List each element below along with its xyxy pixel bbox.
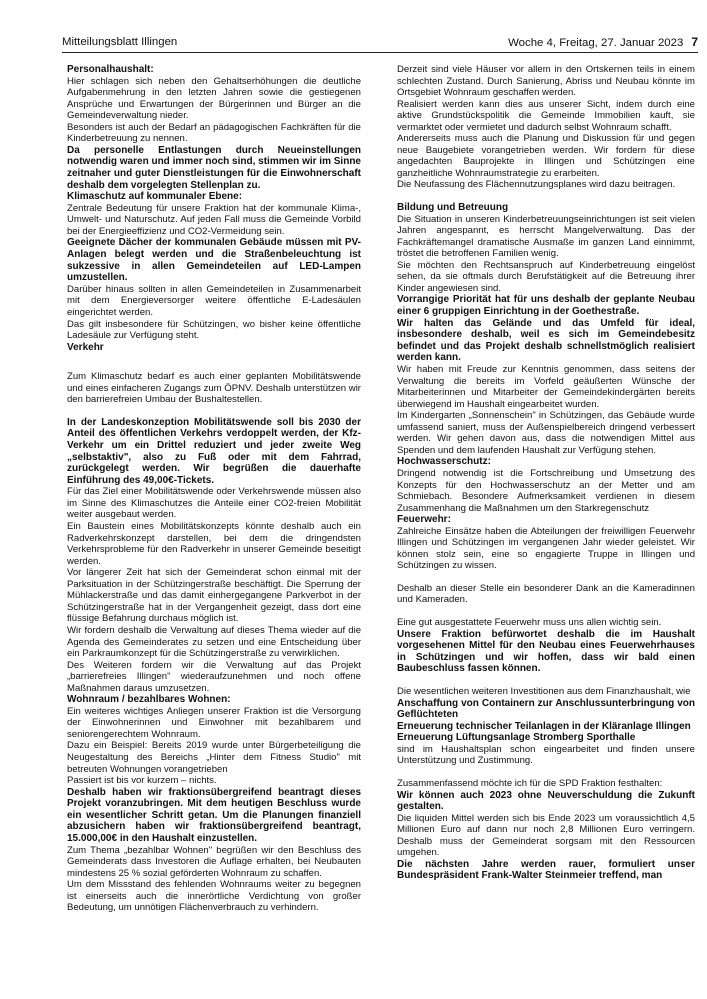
bold-paragraph: Geeignete Dächer der kommunalen Gebäude müssen mit PV-Anlagen belegt werden und die Straßenbeleuchtung ist sukzessive in allen Gemeindeteilen auf LED-Lampen umzustellen. (67, 237, 361, 284)
bold-paragraph: Vorrangige Priorität hat für uns deshalb der geplante Neubau einer 6 gruppigen Einrichtung in der Goethestraße. (397, 294, 695, 318)
publication-name: Mitteilungsblatt Illingen (62, 36, 178, 48)
heading-personalhaushalt: Personalhaushalt: (67, 64, 154, 75)
heading-wohnraum: Wohnraum / bezahlbares Wohnen: (67, 694, 231, 706)
bold-list-item: Erneuerung technischer Teilanlagen in der Kläranlage Illingen (397, 720, 691, 732)
right-column (397, 64, 695, 882)
paragraph: Ein weiteres wichtiges Anliegen unserer Fraktion ist die Versorgung der Einwohnerinnen und Einwohner mit bezahlbarem und seniorengerechtem Wohnraum. (67, 705, 361, 740)
paragraph: Zentrale Bedeutung für unsere Fraktion hat der kommunale Klima-, Umwelt- und Naturschutz. Auf jeden Fall muss die Gemeinde Vorbild bei der Energieeffizienz und CO2-Vermeidung sein. (67, 202, 361, 237)
paragraph: sind im Haushaltsplan schon eingearbeitet und finden unsere Unterstützung und Zustimmung. (397, 743, 695, 767)
paragraph: Sie möchten den Rechtsanspruch auf Kinderbetreuung eingelöst sehen, da sie oftmals durch Berufstätigkeit auf die Betreuung ihrer Kinder angewiesen sind. (397, 259, 695, 294)
bold-paragraph: Unsere Fraktion befürwortet deshalb die im Haushalt vorgesehenen Mittel für den Neubau eines Feuerwehrhauses in Schützingen und wir hoffen, dass wir bald einen Baubeschluss fassen können. (397, 628, 695, 675)
paragraph: Des Weiteren fordern wir die Verwaltung auf das Projekt „barrierefreies Illingen" wiederaufzunehmen und noch offene Maßnahmen daraus umzusetzen. (67, 659, 361, 694)
paragraph: Eine gut ausgestattete Feuerwehr muss uns allen wichtig sein. (397, 617, 662, 629)
bold-paragraph: Deshalb haben wir fraktionsübergreifend beantragt dieses Projekt voranzubringen. Mit dem heutigen Beschluss wurde ein wesentlicher Schritt getan. Um die Planungen finanziell abzusichern haben wir fraktionsübergreifend beantragt, 15.000,00€ in den Haushalt einzustellen. (67, 786, 361, 845)
paragraph: Derzeit sind viele Häuser vor allem in den Ortskernen teils in einem schlechten Zustand. Durch Sanierung, Abriss und Neubau könnte im Ortsgebiet Wohnraum geschaffen werden. (397, 64, 695, 99)
page-number: 7 (691, 35, 698, 49)
paragraph: Andererseits muss auch die Planung und Diskussion für und gegen neue Baugebiete vorangetrieben werden. Wir fordern für diese angedachten Bauprojekte in Illingen und Schützingen eine ganzheitliche Wohnraumstrategie zu erarbeiten. (397, 133, 695, 179)
paragraph: Für das Ziel einer Mobilitätswende oder Verkehrswende müssen also im Sinne des Klimaschutzes die Anteile einer CO2-freien Mobilität weiter ausgebaut werden. (67, 486, 361, 521)
bold-list-item: Erneuerung Lüftungsanlage Stromberg Sporthalle (397, 732, 636, 744)
paragraph: Realisiert werden kann dies aus unserer Sicht, indem durch eine aktive Grundstückspolitik die Gemeinde Immobilien kauft, sie vermarktet oder vermietet und dadurch selbst Wohnraum schafft. (397, 98, 695, 133)
paragraph: Zusammenfassend möchte ich für die SPD Fraktion festhalten: (397, 777, 663, 789)
paragraph: Ein Baustein eines Mobilitätskonzepts könnte deshalb auch ein Radverkehrskonzept darstellen, bei dem die dringendsten Verkehrsprobleme für den Radverkehr in unserer Gemeinde beseitigt werden. (67, 521, 361, 567)
paragraph: Zum Klimaschutz bedarf es auch einer geplanten Mobilitätswende und eines einfacheren Zugangs zum ÖPNV. Deshalb unterstützen wir den barrierefreien Umbau der Bushaltestellen. (67, 371, 361, 406)
paragraph: Passiert ist bis vor kurzem – nichts. (67, 775, 217, 787)
paragraph: Besonders ist auch der Bedarf an pädagogischen Fachkräften für die Kinderbetreuung zu nennen. (67, 121, 361, 145)
paragraph: Deshalb an dieser Stelle ein besonderer Dank an die Kameradinnen und Kameraden. (397, 582, 695, 606)
heading-verkehr: Verkehr (67, 341, 104, 353)
paragraph: Die wesentlichen weiteren Investitionen aus dem Finanzhaushalt, wie (397, 685, 691, 697)
heading-hochwasserschutz: Hochwasserschutz: (397, 456, 491, 468)
paragraph: Wir haben mit Freude zur Kenntnis genommen, dass seitens der Verwaltung die bereits im Vorfeld geäußerten Wünsche der Mitarbeiterinnen und Mitarbeiter der Gemeindekindergärten bereits überwiegend im Haushalt eingearbeitet wurden. (397, 364, 695, 410)
paragraph: Um dem Missstand des fehlenden Wohnraums weiter zu begegnen ist einerseits auch die innerörtliche Verdichtung von großer Bedeutung, um unnötigen Flächenverbrauch zu verhindern. (67, 879, 361, 914)
bold-paragraph: Die nächsten Jahre werden rauer, formuliert unser Bundespräsident Frank-Walter Steinmeier treffend, man (397, 858, 695, 882)
paragraph: Zahlreiche Einsätze haben die Abteilungen der freiwilligen Feuerwehr Illingen und Schützingen im vergangenen Jahr wieder geleistet. Wir können stolz sein, eine so engagierte Truppe in Illingen und Schützingen zu wissen. (397, 525, 695, 572)
paragraph: Darüber hinaus sollten in allen Gemeindeteilen in Zusammenarbeit mit dem Energieversorger weitere öffentliche E-Ladesäulen eingerichtet werden. (67, 283, 361, 318)
heading-klimaschutz: Klimaschutz auf kommunaler Ebene: (67, 191, 243, 203)
page-header (62, 34, 698, 53)
issue-date: Woche 4, Freitag, 27. Januar 2023 (508, 37, 684, 49)
paragraph: Die liquiden Mittel werden sich bis Ende 2023 um voraussichtlich 4,5 Millionen Euro auf dann nur noch 2,8 Millionen Euro verringern. Deshalb muss der Gemeinderat sorgsam mit den Ressourcen umgehen. (397, 812, 695, 859)
paragraph: Dazu ein Beispiel: Bereits 2019 wurde unter Bürgerbeteiligung die Neugestaltung des Bereichs „Hinter dem Fitness Studio" mit betreuten Wohnungen vorangetrieben (67, 740, 361, 775)
paragraph: Die Situation in unseren Kinderbetreuungseinrichtungen ist seit vielen Jahren angespannt, es herrscht Mangelverwaltung. Das der Fachkräftemangel dramatische Ausmaße im ganzen Land einnimmt, tröstet die betroffenen Familien wenig. (397, 213, 695, 260)
heading-feuerwehr: Feuerwehr: (397, 514, 451, 526)
paragraph: Hier schlagen sich neben den Gehaltserhöhungen die deutliche Aufgabenmehrung in den letzten Jahren sowie die gestiegenen Ansprüche und Erwartungen der Bürgerinnen und Bürger an die Gemeindeverwaltung nieder. (67, 75, 361, 122)
bold-list-item: Anschaffung von Containern zur Anschlussunterbringung von Geflüchteten (397, 697, 695, 721)
bold-paragraph: Wir können auch 2023 ohne Neuverschuldung die Zukunft gestalten. (397, 789, 695, 813)
paragraph: Vor längerer Zeit hat sich der Gemeinderat schon einmal mit der Parksituation in der Schützingerstraße beschäftigt. Die Sperrung der Mühlackerstraße und das damit einhergegangene Parkverbot in der Schützingerstraße hat in der Vergangenheit gezeigt, dass dort eine flüssige Befahrung durchaus möglich ist. (67, 567, 361, 625)
bold-paragraph: Da personelle Entlastungen durch Neueinstellungen notwendig waren und immer noch sind, stimmen wir im Sinne zeitnaher und guter Dienstleistungen für die Einwohnerschaft deshalb dem vorgelegten Stellenplan zu. (67, 144, 361, 191)
paragraph: Wir fordern deshalb die Verwaltung auf dieses Thema wieder auf die Agenda des Gemeinderates zu setzen und eine Entscheidung über ein Parkraumkonzept für die Schützingerstraße zu verwirklichen. (67, 624, 361, 660)
paragraph: Dringend notwendig ist die Fortschreibung und Umsetzung des Konzepts für den Hochwasserschutz an der Metter und am Schmiebach. Besondere Aufmerksamkeit verdienen in diesem Zusammenhang die Maßnahmen um den Starkregenschutz (397, 467, 695, 514)
bold-paragraph: In der Landeskonzeption Mobilitätswende soll bis 2030 der Anteil des öffentlichen Verkehrs verdoppelt werden, der Kfz-Verkehr um ein Drittel reduziert und jeder zweite Weg „selbstaktiv", also zu Fuß oder mit dem Fahrrad, zurückgelegt werden. Wir begrüßen die dauerhafte Einführung des 49,00€-Tickets. (67, 416, 361, 486)
issue-info (508, 34, 698, 51)
paragraph: Im Kindergarten „Sonnenschein" in Schützingen, das Gebäude wurde umfassend saniert, muss der Außenspielbereich dringend verbessert werden. Wir gehen davon aus, dass die notwendigen Mittel aus Spenden und dem laufenden Haushalt zur Verfügung stehen. (397, 410, 695, 456)
heading-bildung: Bildung und Betreuung (397, 202, 509, 214)
left-column (67, 64, 361, 914)
paragraph: Die Neufassung des Flächennutzungsplanes wird dazu beitragen. (397, 179, 676, 191)
bold-paragraph: Wir halten das Gelände und das Umfeld für ideal, insbesondere deshalb, weil es sich im Gemeindebesitz befindet und das Projekt deshalb schnellstmöglich realisiert werden kann. (397, 317, 695, 364)
paragraph: Zum Thema „bezahlbar Wohnen" begrüßen wir den Beschluss des Gemeinderats dass Investoren die Auflage erhalten, bei Neubauten mindestens 25 % sozial geförderten Wohnraum zu schaffen. (67, 844, 361, 879)
paragraph: Das gilt insbesondere für Schützingen, wo bisher keine öffentliche Ladesäule zur Verfügung steht. (67, 318, 361, 342)
